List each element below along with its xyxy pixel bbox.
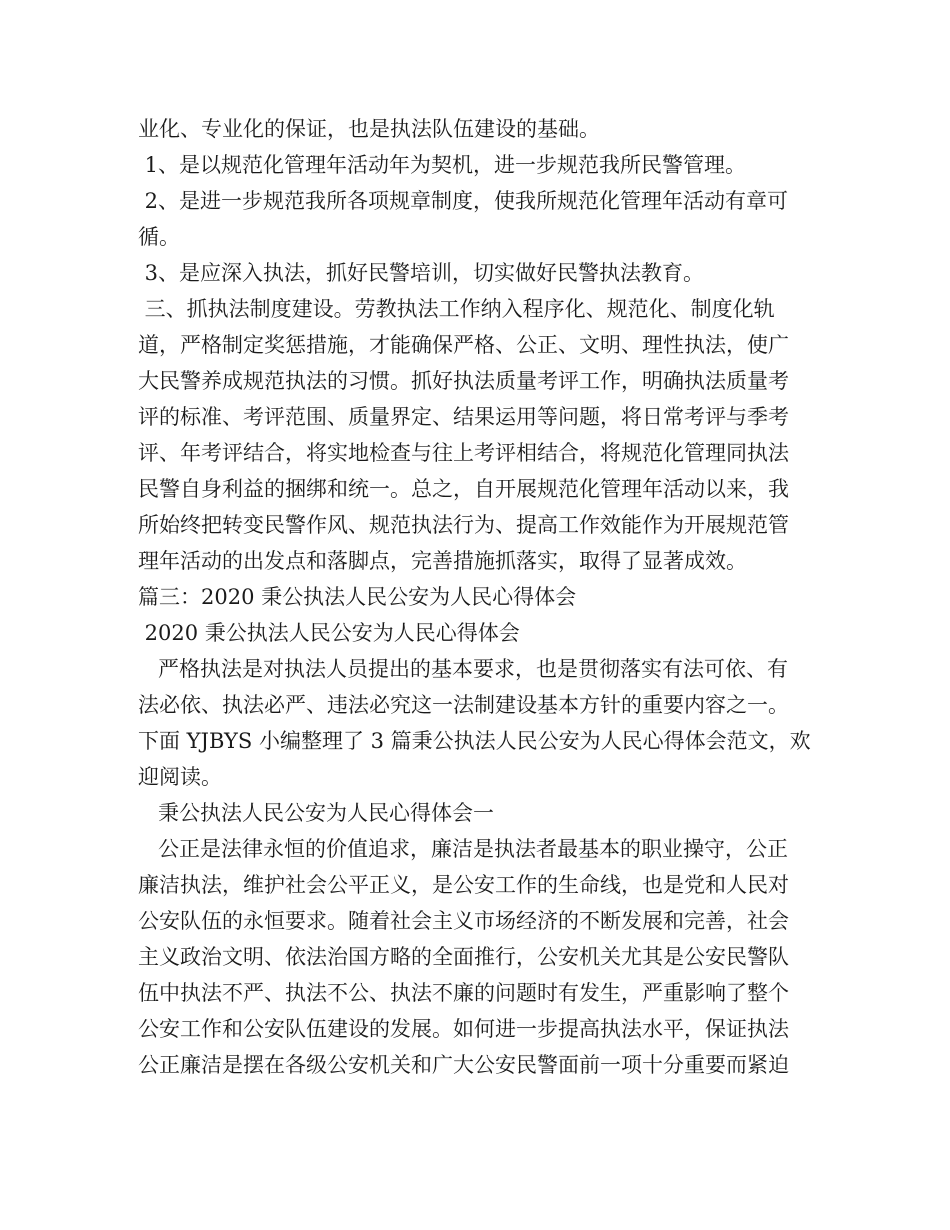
text-line: 三、抓执法制度建设。劳教执法工作纳入程序化、规范化、制度化轨	[138, 297, 775, 321]
text-line: 理年活动的出发点和落脚点，完善措施抓落实，取得了显著成效。	[138, 549, 747, 573]
text-line: 公安工作和公安队伍建设的发展。如何进一步提高执法水平，保证执法	[138, 1017, 789, 1041]
section-heading: 篇三：2020 秉公执法人民公安为人民心得体会	[138, 585, 577, 609]
text-line: 法必依、执法必严、违法必究这一法制建设基本方针的重要内容之一。	[138, 693, 789, 717]
text-line: 下面 YJBYS 小编整理了 3 篇秉公执法人民公安为人民心得体会范文，欢	[138, 729, 811, 753]
text-line: 1、是以规范化管理年活动年为契机，进一步规范我所民警管理。	[138, 153, 747, 177]
text-line: 民警自身利益的捆绑和统一。总之，自开展规范化管理年活动以来，我	[138, 477, 789, 501]
text-line: 2、是进一步规范我所各项规章制度，使我所规范化管理年活动有章可	[138, 189, 789, 213]
text-line: 公正廉洁是摆在各级公安机关和广大公安民警面前一项十分重要而紧迫	[138, 1053, 789, 1077]
text-line: 廉洁执法，维护社会公平正义，是公安工作的生命线，也是党和人民对	[138, 873, 789, 897]
text-line: 循。	[138, 225, 180, 249]
text-line: 所始终把转变民警作风、规范执法行为、提高工作效能作为开展规范管	[138, 513, 789, 537]
subheading: 秉公执法人民公安为人民心得体会一	[138, 801, 495, 825]
text-line: 公安队伍的永恒要求。随着社会主义市场经济的不断发展和完善，社会	[138, 909, 789, 933]
document-page	[138, 111, 818, 1083]
text-line: 主义政治文明、依法治国方略的全面推行，公安机关尤其是公安民警队	[138, 945, 789, 969]
text-line: 评、年考评结合，将实地检查与往上考评相结合，将规范化管理同执法	[138, 441, 789, 465]
text-line: 大民警养成规范执法的习惯。抓好执法质量考评工作，明确执法质量考	[138, 369, 789, 393]
text-line: 道，严格制定奖惩措施，才能确保严格、公正、文明、理性执法，使广	[138, 333, 789, 357]
text-line: 严格执法是对执法人员提出的基本要求，也是贯彻落实有法可依、有	[138, 657, 789, 681]
text-line: 迎阅读。	[138, 765, 222, 789]
article-title: 2020 秉公执法人民公安为人民心得体会	[138, 621, 520, 645]
text-line: 评的标准、考评范围、质量界定、结果运用等问题，将日常考评与季考	[138, 405, 789, 429]
text-line: 业化、专业化的保证，也是执法队伍建设的基础。	[138, 117, 600, 141]
text-line: 公正是法律永恒的价值追求，廉洁是执法者最基本的职业操守，公正	[138, 837, 789, 861]
text-line: 3、是应深入执法，抓好民警培训，切实做好民警执法教育。	[138, 261, 705, 285]
text-line: 伍中执法不严、执法不公、执法不廉的问题时有发生，严重影响了整个	[138, 981, 789, 1005]
